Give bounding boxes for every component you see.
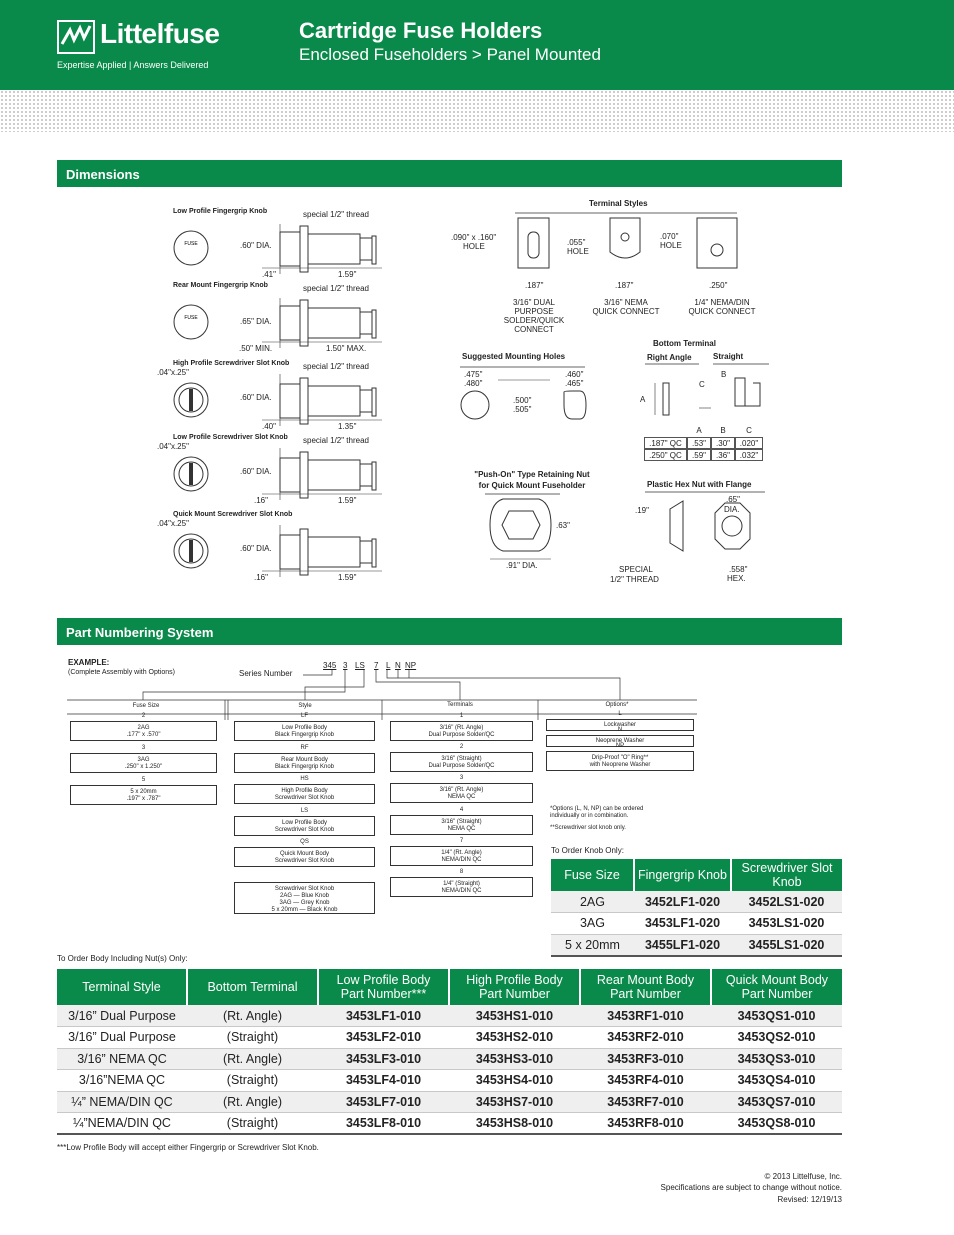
kt-part-number-cell: 3452LS1-020 bbox=[731, 891, 842, 913]
knob-table-row bbox=[551, 934, 842, 956]
pn-option-box: Rear Mount Body Black Fingergrip Knob bbox=[234, 753, 375, 773]
body-table-row bbox=[57, 1005, 842, 1027]
bt-cell: .187" QC bbox=[644, 437, 687, 449]
body-table-row bbox=[57, 1027, 842, 1049]
terminal-hole-label: HOLE bbox=[567, 247, 589, 256]
bt-terminal-style-cell: 3/16” Dual Purpose bbox=[57, 1027, 187, 1049]
options-note-1: *Options (L, N, NP) can be ordered individually or in combination. bbox=[550, 806, 644, 819]
example-code-part: 345 bbox=[323, 661, 337, 670]
bt-col-label: C bbox=[746, 426, 752, 435]
knob-dim-a: .41" bbox=[262, 270, 276, 279]
svg-text:FUSE: FUSE bbox=[184, 241, 198, 247]
dimensions-heading: Dimensions bbox=[57, 160, 842, 187]
example-code-part: L bbox=[386, 661, 391, 670]
bt-part-number-cell: 3453HS3-010 bbox=[449, 1048, 580, 1070]
bt-terminal-style-cell: 3/16”NEMA QC bbox=[57, 1070, 187, 1092]
pn-code: LF bbox=[300, 713, 308, 719]
pn-option-box: 5 x 20mm .197" x .787" bbox=[70, 785, 217, 805]
terminal-width: .187" bbox=[525, 281, 544, 290]
hex-thick: .19" bbox=[635, 506, 649, 515]
kt-part-number-cell: 3452LF1-020 bbox=[634, 891, 731, 913]
kt-fuse-size-cell: 2AG bbox=[551, 891, 634, 913]
bt-header-high-profile: High Profile Body Part Number bbox=[449, 969, 580, 1005]
bt-col-label: B bbox=[720, 426, 726, 435]
knob-colors-box: Screwdriver Slot Knob 2AG — Blue Knob 3AG — Grey Knob 5 x 20mm — Black Knob bbox=[234, 882, 375, 914]
pn-code: 1 bbox=[459, 713, 464, 719]
pn-code: 8 bbox=[459, 869, 464, 875]
terminal-style-name: PURPOSE bbox=[514, 307, 554, 316]
bt-part-number-cell: 3453QS4-010 bbox=[711, 1070, 842, 1092]
bt-part-number-cell: 3453LF8-010 bbox=[318, 1113, 449, 1135]
page-title: Cartridge Fuse Holders bbox=[299, 18, 543, 43]
mh-d2: .480" bbox=[464, 379, 483, 388]
bt-part-number-cell: 3453QS3-010 bbox=[711, 1048, 842, 1070]
kt-part-number-cell: 3455LS1-020 bbox=[731, 934, 842, 956]
pn-option-box: Low Profile Body Black Fingergrip Knob bbox=[234, 721, 375, 741]
kt-fuse-size-cell: 5 x 20mm bbox=[551, 934, 634, 956]
mh-d1: .475" bbox=[464, 370, 483, 379]
kt-header-fuse-size: Fuse Size bbox=[551, 859, 634, 891]
bt-cell: .30" bbox=[711, 437, 735, 449]
pn-option-box: Low Profile Body Screwdriver Slot Knob bbox=[234, 816, 375, 836]
bt-part-number-cell: 3453RF3-010 bbox=[580, 1048, 711, 1070]
terminal-hole-size: .070" bbox=[660, 232, 679, 241]
knob-slot: .04"x.25" bbox=[157, 442, 189, 451]
pn-code: 2 bbox=[141, 713, 146, 719]
page-subtitle: Enclosed Fuseholders > Panel Mounted bbox=[299, 45, 601, 64]
knob-drawing bbox=[172, 521, 407, 581]
pn-option-box: 3/16" (Rt. Angle) Dual Purpose Solder/QC bbox=[390, 721, 533, 741]
knob-slot: .04"x.25" bbox=[157, 368, 189, 377]
pn-code: QS bbox=[300, 839, 309, 845]
knob-dim-b: 1.50" MAX. bbox=[326, 344, 367, 353]
options-note-2: **Screwdriver slot knob only. bbox=[550, 825, 626, 831]
pn-code: NP bbox=[615, 743, 625, 749]
body-table-row bbox=[57, 1113, 842, 1135]
knob-dim-b: 1.59" bbox=[338, 270, 357, 279]
mh-w1: .500" bbox=[513, 396, 532, 405]
knob-dim-a: .50" MIN. bbox=[239, 344, 273, 353]
pn-option-box: 3/16" (Straight) Dual Purpose Solder/QC bbox=[390, 752, 533, 772]
bt-part-number-cell: 3453RF8-010 bbox=[580, 1113, 711, 1135]
terminal-style-name: CONNECT bbox=[514, 325, 554, 334]
bt-part-number-cell: 3453LF4-010 bbox=[318, 1070, 449, 1092]
terminal-styles-title: Terminal Styles bbox=[589, 199, 648, 208]
pn-code: RF bbox=[300, 744, 309, 751]
mh-w2: .505" bbox=[513, 405, 532, 414]
brand-tagline: Expertise Applied | Answers Delivered bbox=[57, 60, 209, 70]
hex-nut-drawing bbox=[645, 491, 765, 571]
terminal-width: .187" bbox=[615, 281, 634, 290]
bt-part-number-cell: 3453QS1-010 bbox=[711, 1005, 842, 1027]
part-numbering-heading: Part Numbering System bbox=[57, 618, 842, 645]
knob-dia: .60" DIA. bbox=[240, 241, 272, 250]
bt-part-number-cell: 3453RF1-010 bbox=[580, 1005, 711, 1027]
push-on-dia: .91" DIA. bbox=[506, 561, 538, 570]
bt-part-number-cell: 3453LF3-010 bbox=[318, 1048, 449, 1070]
mh-h1: .460" bbox=[565, 370, 584, 379]
knob-title: Low Profile Fingergrip Knob bbox=[173, 208, 268, 215]
bt-bottom-terminal-cell: (Rt. Angle) bbox=[187, 1005, 318, 1027]
terminal-hole-label: HOLE bbox=[463, 242, 485, 251]
mounting-holes-title: Suggested Mounting Holes bbox=[462, 352, 566, 361]
bt-cell: .53" bbox=[687, 437, 711, 449]
knob-drawing bbox=[172, 292, 407, 352]
bt-bottom-terminal-cell: (Rt. Angle) bbox=[187, 1091, 318, 1113]
pn-code: 7 bbox=[459, 837, 464, 844]
hex-nut-title: Plastic Hex Nut with Flange bbox=[647, 480, 752, 489]
terminal-style-name: SOLDER/QUICK bbox=[503, 316, 565, 325]
bt-part-number-cell: 3453LF1-010 bbox=[318, 1005, 449, 1027]
bt-header-quick-mount: Quick Mount Body Part Number bbox=[711, 969, 842, 1005]
col-options: Options* bbox=[605, 702, 629, 708]
bt-bottom-terminal-cell: (Straight) bbox=[187, 1070, 318, 1092]
bt-col-label: A bbox=[696, 426, 702, 435]
push-on-title-1: "Push-On" Type Retaining Nut bbox=[474, 470, 590, 479]
bt-part-number-cell: 3453QS8-010 bbox=[711, 1113, 842, 1135]
header-banner bbox=[0, 0, 954, 90]
knob-dim-a: .16" bbox=[254, 496, 268, 505]
bt-part-number-cell: 3453QS2-010 bbox=[711, 1027, 842, 1049]
bt-cell: .59" bbox=[687, 449, 711, 461]
pn-option-box: 3/16" (Rt. Angle) NEMA QC bbox=[390, 783, 533, 803]
terminal-styles-drawing bbox=[515, 212, 740, 274]
series-label: Series Number bbox=[239, 669, 293, 678]
hex-size2: HEX. bbox=[727, 574, 746, 583]
pn-option-box: 1/4" (Straight) NEMA/DIN QC bbox=[390, 877, 533, 897]
bt-header-low-profile: Low Profile Body Part Number*** bbox=[318, 969, 449, 1005]
knob-dim-b: 1.59" bbox=[338, 496, 357, 505]
terminal-style-name: 3/16" DUAL bbox=[513, 298, 555, 307]
knob-order-table bbox=[551, 859, 842, 957]
body-table-footnote: ***Low Profile Body will accept either Fingergrip or Screwdriver Slot Knob. bbox=[57, 1143, 319, 1152]
pn-code: N bbox=[617, 727, 623, 733]
bt-part-number-cell: 3453QS7-010 bbox=[711, 1091, 842, 1113]
pn-code: LS bbox=[300, 807, 309, 814]
body-table-caption: To Order Body Including Nut(s) Only: bbox=[57, 954, 188, 963]
knob-slot: .04"x.25" bbox=[157, 519, 189, 528]
bt-part-number-cell: 3453HS4-010 bbox=[449, 1070, 580, 1092]
pn-option-box: High Profile Body Screwdriver Slot Knob bbox=[234, 784, 375, 804]
hex-dia: .65" bbox=[726, 495, 740, 504]
knob-dia: .60" DIA. bbox=[240, 544, 272, 553]
bt-part-number-cell: 3453RF2-010 bbox=[580, 1027, 711, 1049]
kt-part-number-cell: 3453LS1-020 bbox=[731, 913, 842, 935]
bt-header-rear-mount: Rear Mount Body Part Number bbox=[580, 969, 711, 1005]
push-on-nut-drawing bbox=[485, 493, 560, 563]
bt-part-number-cell: 3453HS1-010 bbox=[449, 1005, 580, 1027]
terminal-style-name: 1/4" NEMA/DIN bbox=[694, 298, 750, 307]
pn-code: HS bbox=[300, 776, 309, 782]
terminal-style-name: QUICK CONNECT bbox=[592, 307, 660, 316]
knob-dim-b: 1.35" bbox=[338, 422, 357, 431]
footer-notice: Specifications are subject to change without notice. bbox=[660, 1183, 842, 1192]
example-code-part: 3 bbox=[343, 661, 348, 670]
bt-bottom-terminal-cell: (Straight) bbox=[187, 1113, 318, 1135]
kt-part-number-cell: 3455LF1-020 bbox=[634, 934, 731, 956]
bt-cell: .36" bbox=[711, 449, 735, 461]
terminal-style-name: 3/16" NEMA bbox=[604, 298, 648, 307]
pn-option-box: 2AG .177" x .570" bbox=[70, 721, 217, 741]
push-on-title-2: for Quick Mount Fuseholder bbox=[478, 481, 586, 490]
footer-copyright: © 2013 Littelfuse, Inc. bbox=[764, 1172, 842, 1181]
knob-dim-b: 1.59" bbox=[338, 573, 357, 582]
bt-bottom-terminal-cell: (Straight) bbox=[187, 1027, 318, 1049]
bottom-terminal-title: Bottom Terminal bbox=[653, 339, 716, 348]
knob-thread: special 1/2" thread bbox=[303, 362, 369, 371]
pn-option-box: Neoprene Washer bbox=[546, 735, 694, 747]
knob-title: Quick Mount Screwdriver Slot Knob bbox=[173, 511, 293, 518]
bt-cell: .032" bbox=[735, 449, 763, 461]
pn-code: 4 bbox=[459, 806, 464, 813]
bt-label-a: A bbox=[640, 395, 646, 404]
knob-table-row bbox=[551, 891, 842, 913]
pn-option-box: Lockwasher bbox=[546, 719, 694, 731]
pn-code: L bbox=[618, 711, 622, 717]
col-fuse-size: Fuse Size bbox=[132, 703, 160, 709]
knob-dia: .65" DIA. bbox=[240, 317, 272, 326]
pn-option-box: 3AG .250" x 1.250" bbox=[70, 753, 217, 773]
body-table-row bbox=[57, 1070, 842, 1092]
knob-dia: .60" DIA. bbox=[240, 467, 272, 476]
bt-cell: .020" bbox=[735, 437, 763, 449]
terminal-width: .250" bbox=[709, 281, 728, 290]
bt-part-number-cell: 3453RF4-010 bbox=[580, 1070, 711, 1092]
knob-title: Low Profile Screwdriver Slot Knob bbox=[173, 434, 288, 441]
pn-code: 2 bbox=[459, 744, 464, 751]
pn-code: 5 bbox=[141, 777, 146, 783]
knob-dim-a: .40" bbox=[262, 422, 276, 431]
terminal-style-name: QUICK CONNECT bbox=[688, 307, 756, 316]
bt-header-bottom-terminal: Bottom Terminal bbox=[187, 969, 318, 1005]
kt-fuse-size-cell: 3AG bbox=[551, 913, 634, 935]
knob-drawing bbox=[172, 218, 407, 278]
body-table-row bbox=[57, 1091, 842, 1113]
terminal-hole-size: .055" bbox=[567, 238, 586, 247]
littelfuse-logo-icon bbox=[57, 20, 95, 54]
pn-option-box: Quick Mount Body Screwdriver Slot Knob bbox=[234, 847, 375, 867]
knob-drawing bbox=[172, 370, 407, 430]
bt-terminal-style-cell: 3/16” NEMA QC bbox=[57, 1048, 187, 1070]
knob-title: Rear Mount Fingergrip Knob bbox=[173, 282, 268, 289]
pn-code: 3 bbox=[459, 775, 464, 782]
pn-code: 3 bbox=[141, 745, 146, 751]
col-terminals: Terminals bbox=[447, 702, 473, 708]
example-code-part: NP bbox=[405, 661, 417, 670]
hex-thread-1: SPECIAL bbox=[619, 565, 653, 574]
brand-name: Littelfuse bbox=[100, 18, 220, 49]
bt-label-c: C bbox=[699, 380, 705, 389]
example-note: (Complete Assembly with Options) bbox=[68, 669, 175, 676]
right-angle-label: Right Angle bbox=[647, 353, 692, 362]
kt-header-fingergrip: Fingergrip Knob bbox=[634, 859, 731, 891]
bt-part-number-cell: 3453LF2-010 bbox=[318, 1027, 449, 1049]
bt-terminal-style-cell: ¼” NEMA/DIN QC bbox=[57, 1091, 187, 1113]
pn-option-box: Drip-Proof "O" Ring** with Neoprene Washer bbox=[546, 751, 694, 771]
bt-part-number-cell: 3453RF7-010 bbox=[580, 1091, 711, 1113]
terminal-hole-size: .090" x .160" bbox=[451, 233, 497, 242]
bt-bottom-terminal-cell: (Rt. Angle) bbox=[187, 1048, 318, 1070]
bt-part-number-cell: 3453HS8-010 bbox=[449, 1113, 580, 1135]
example-code-part: 7 bbox=[374, 661, 379, 670]
kt-part-number-cell: 3453LF1-020 bbox=[634, 913, 731, 935]
bt-part-number-cell: 3453HS7-010 bbox=[449, 1091, 580, 1113]
bt-label-b: B bbox=[721, 370, 727, 379]
knob-thread: special 1/2" thread bbox=[303, 284, 369, 293]
mh-h2: .465" bbox=[565, 379, 584, 388]
hex-thread-2: 1/2" THREAD bbox=[610, 575, 659, 584]
terminal-hole-label: HOLE bbox=[660, 241, 682, 250]
hex-dia2: DIA. bbox=[724, 505, 740, 514]
knob-dim-a: .16" bbox=[254, 573, 268, 582]
knob-title: High Profile Screwdriver Slot Knob bbox=[173, 360, 290, 367]
body-order-table bbox=[57, 969, 842, 1135]
bt-terminal-style-cell: 3/16” Dual Purpose bbox=[57, 1005, 187, 1027]
footer-revised: Revised: 12/19/13 bbox=[777, 1195, 842, 1204]
bt-part-number-cell: 3453HS2-010 bbox=[449, 1027, 580, 1049]
knob-drawing bbox=[172, 444, 407, 504]
bt-cell: .250" QC bbox=[644, 449, 687, 461]
example-label: EXAMPLE: bbox=[68, 658, 110, 667]
col-style: Style bbox=[298, 703, 312, 709]
body-table-row bbox=[57, 1048, 842, 1070]
straight-label: Straight bbox=[713, 352, 744, 361]
bt-part-number-cell: 3453LF7-010 bbox=[318, 1091, 449, 1113]
knob-table-caption: To Order Knob Only: bbox=[551, 846, 624, 855]
knob-thread: special 1/2" thread bbox=[303, 210, 369, 219]
kt-header-screwdriver: Screwdriver Slot Knob bbox=[731, 859, 842, 891]
knob-table-row bbox=[551, 913, 842, 935]
example-code-part: LS bbox=[355, 661, 365, 670]
knob-dia: .60" DIA. bbox=[240, 393, 272, 402]
pn-option-box: 1/4" (Rt. Angle) NEMA/DIN QC bbox=[390, 846, 533, 866]
push-on-h: .63" bbox=[556, 521, 570, 530]
dotted-stripe bbox=[0, 90, 954, 132]
pn-option-box: 3/16" (Straight) NEMA QC bbox=[390, 815, 533, 835]
example-code-part: N bbox=[395, 661, 401, 670]
svg-text:FUSE: FUSE bbox=[184, 315, 198, 321]
bt-header-terminal-style: Terminal Style bbox=[57, 969, 187, 1005]
knob-thread: special 1/2" thread bbox=[303, 436, 369, 445]
hex-size: .558" bbox=[729, 565, 748, 574]
bt-terminal-style-cell: ¼”NEMA/DIN QC bbox=[57, 1113, 187, 1135]
bottom-terminal-drawing bbox=[645, 363, 770, 423]
